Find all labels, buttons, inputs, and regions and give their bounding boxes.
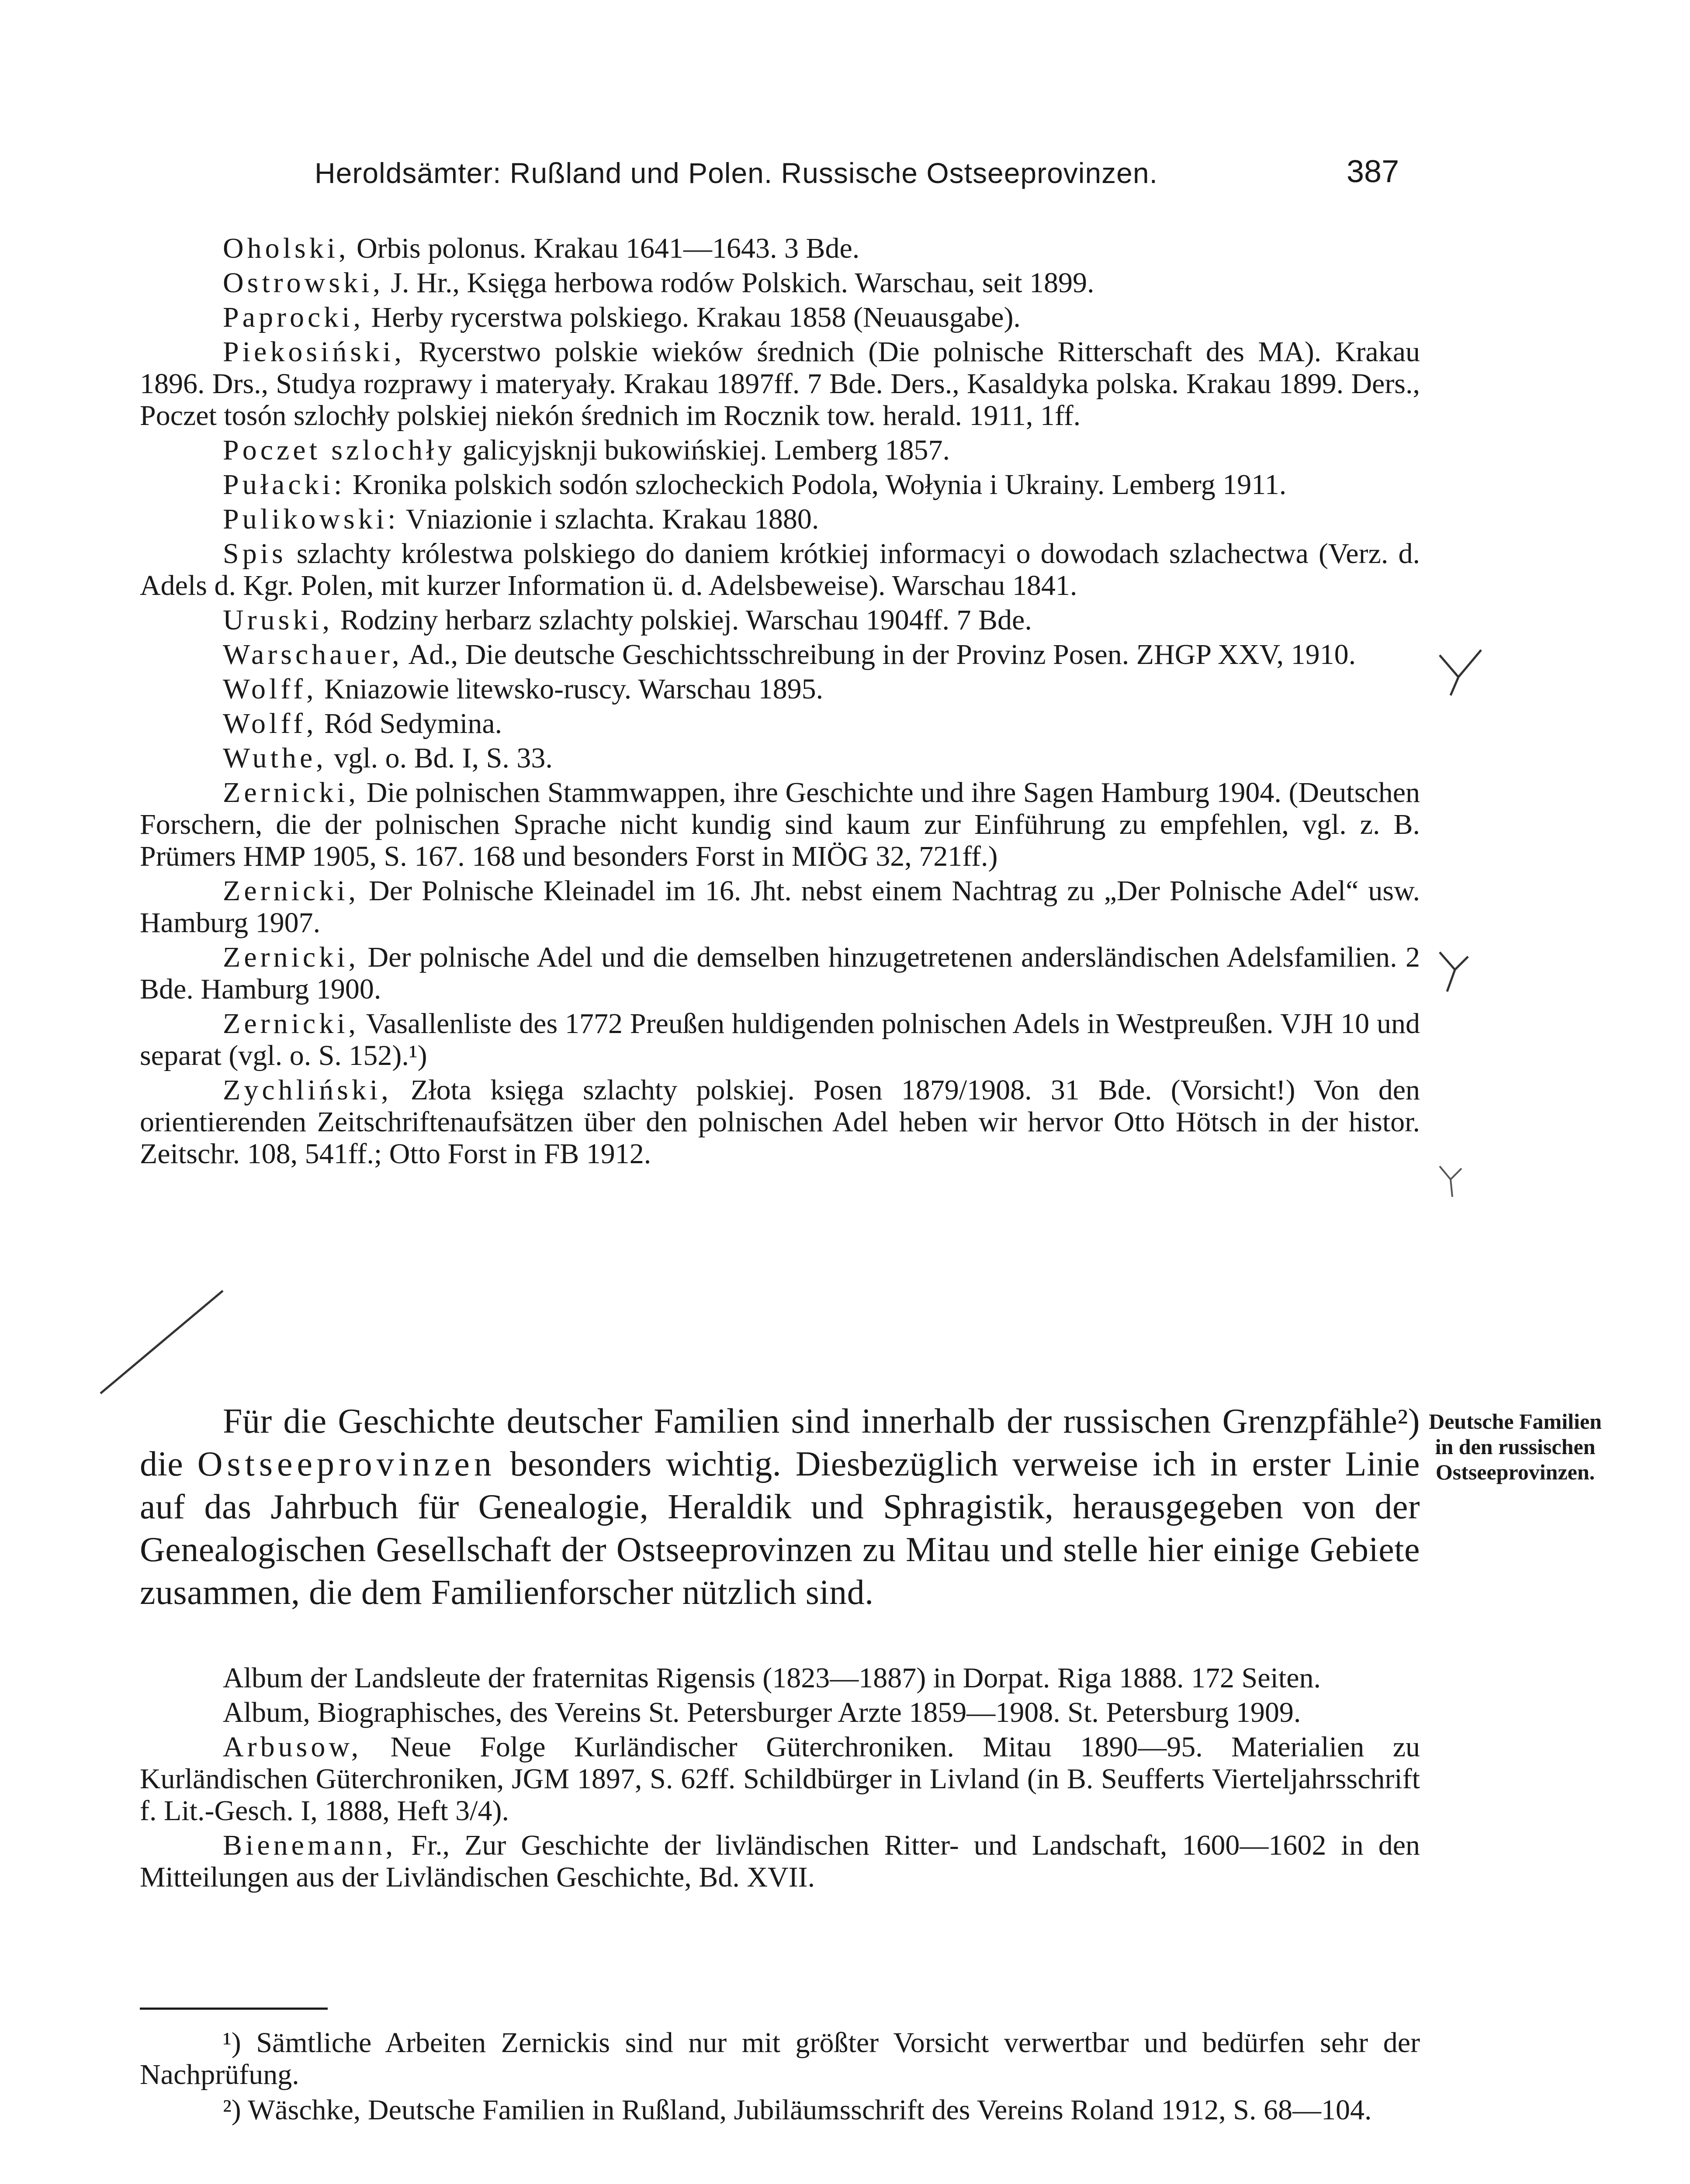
bibliography-list [140,232,1420,1172]
bib-entry [140,1008,1420,1071]
bib-author: Zernicki, [223,941,360,973]
bibliography-list-baltic [140,1662,1420,1896]
bib-entry [140,777,1420,872]
bib-text: Fr., Zur Geschichte der livländischen Ritter- und Landschaft, 1600—1602 in den Mitteilungen aus der Livländischen Geschichte, Bd. XVII. [140,1829,1420,1893]
bib-author: Zernicki, [223,875,360,907]
bib-author: Arbusow, [223,1731,362,1763]
bib-entry [140,538,1420,601]
bib-author: Pułacki: [223,469,346,501]
bib-author: Bienemann, [223,1829,397,1861]
footnote: ¹) Sämtliche Arbeiten Zernickis sind nur mit größter Vorsicht verwertbar und bedürfen sehr der Nachprüfung. [140,2027,1420,2091]
bib-author: Poczet szlochły [223,434,456,466]
bib-text: Der Polnische Kleinadel im 16. Jht. nebst einem Nachtrag zu „Der Polnische Adel“ usw. Hamburg 1907. [140,875,1420,939]
bib-text: Neue Folge Kurländischer Güterchroniken. Mitau 1890—95. Materialien zu Kurländischen Güterchroniken, JGM 1897, S. 62ff. Schildbürger in Livland (in B. Seufferts Vierteljahrsschrift f. Lit.-Gesch. I, 1888, Heft 3/4). [140,1731,1420,1827]
bib-text: Ród Sedymina. [317,708,502,740]
bib-entry [140,604,1420,636]
bib-text: Orbis polonus. Krakau 1641—1643. 3 Bde. [349,232,860,264]
bib-author: Zychliński, [223,1074,392,1106]
bib-entry [140,336,1420,432]
footnotes [140,2027,1420,2129]
bib-author: Ostrowski, [223,267,384,299]
pencil-check-mark-2 [1437,948,1472,996]
bib-text: Album der Landsleute der fraternitas Rigensis (1823—1887) in Dorpat. Riga 1888. 172 Seiten. [223,1662,1321,1694]
footnote-rule [140,2008,328,2010]
running-header: Heroldsämter: Rußland und Polen. Russische Ostseeprovinzen. [315,157,1158,189]
bib-text: Kronika polskich sodón szlocheckich Podola, Wołynia i Ukrainy. Lemberg 1911. [345,469,1287,501]
paragraph-emphasis: Ostseeprovinzen [197,1445,496,1483]
bib-author: Wolff, [223,673,317,705]
bib-author: Oholski, [223,232,350,264]
bib-author: Zernicki, [223,777,360,809]
page-number: 387 [1347,154,1399,189]
bib-author: Pulikowski: [223,503,399,535]
bib-entry [140,1662,1420,1694]
bib-author: Paprocki, [223,301,364,333]
bib-text: Rycerstwo polskie wieków średnich (Die polnische Ritterschaft des MA). Krakau 1896. Drs., Studya rozprawy i materyały. Krakau 1897ff. 7 Bde. Ders., Kasaldyka polska. Krakau 1899. Ders., Poczet tosón szlochły polskiej niekón średnich im Rocznik tow. herald. 1911, 1ff. [140,336,1420,432]
bib-entry [140,503,1420,535]
bib-text: Rodziny herbarz szlachty polskiej. Warschau 1904ff. 7 Bde. [333,604,1032,636]
bib-text: J. Hr., Księga herbowa rodów Polskich. Warschau, seit 1899. [383,267,1094,299]
bib-entry [140,875,1420,939]
bib-entry [140,742,1420,774]
bib-author: Uruski, [223,604,333,636]
pencil-slash-mark [92,1289,232,1398]
bib-entry [140,941,1420,1005]
bib-text: Złota księga szlachty polskiej. Posen 1879/1908. 31 Bde. (Vorsicht!) Von den orientierenden Zeitschriftenaufsätzen über den polnischen Adel heben wir hervor Otto Hötsch in der histor. Zeitschr. 108, 541ff.; Otto Forst in FB 1912. [140,1074,1420,1170]
bib-entry [140,1074,1420,1170]
bib-author: Wolff, [223,708,317,740]
bib-text: Der polnische Adel und die demselben hinzugetretenen andersländischen Adelsfamilien. 2 Bde. Hamburg 1900. [140,941,1420,1005]
bib-entry [140,708,1420,740]
bib-text: Herby rycerstwa polskiego. Krakau 1858 (Neuausgabe). [364,301,1021,333]
pencil-check-mark-3 [1437,1162,1468,1201]
pencil-check-mark-1 [1437,646,1486,699]
paragraph-text-2: besonders wichtig. Diesbezüglich verweise ich in erster Linie auf das Jahrbuch für Genealogie, Heraldik und Sphragistik, herausgegeben von der Genealogischen Gesellschaft der Ostseeprovinzen zu Mitau und stelle hier einige Gebiete zusammen, die dem Familienforscher nützlich sind. [140,1445,1420,1612]
bib-text: szlachty królestwa polskiego do daniem krótkiej informacyi o dowodach szlachectwa (Verz. d. Adels d. Kgr. Polen, mit kurzer Information ü. d. Adelsbeweise). Warschau 1841. [140,538,1420,601]
bib-text: Die polnischen Stammwappen, ihre Geschichte und ihre Sagen Hamburg 1904. (Deutschen Forschern, die der polnischen Sprache nicht kundig sind kaum zur Einführung zu empfehlen, vgl. z. B. Prümers HMP 1905, S. 167. 168 und besonders Forst in MIÖG 32, 721ff.) [140,777,1420,872]
bib-author: Zernicki, [223,1008,360,1040]
bib-author: Warschauer, [223,639,403,670]
bib-text: vgl. o. Bd. I, S. 33. [326,742,553,774]
bib-text: Kniazowie litewsko-ruscy. Warschau 1895. [317,673,824,705]
bib-text: Album, Biographisches, des Vereins St. Petersburger Arzte 1859—1908. St. Petersburg 1909. [223,1697,1301,1728]
bib-entry [140,301,1420,333]
bib-entry [140,1697,1420,1728]
bib-text: Vniazionie i szlachta. Krakau 1880. [399,503,819,535]
bib-entry [140,1731,1420,1827]
bib-text: Ad., Die deutsche Geschichtsschreibung in der Provinz Posen. ZHGP XXV, 1910. [402,639,1356,670]
bib-author: Spis [223,538,287,570]
footnote: ²) Wäschke, Deutsche Familien in Rußland, Jubiläumsschrift des Vereins Roland 1912, S. 68—104. [223,2094,1372,2126]
bib-entry [140,673,1420,705]
bib-entry [140,434,1420,466]
bib-entry [140,1829,1420,1893]
bib-text: galicyjsknji bukowińskiej. Lemberg 1857. [455,434,950,466]
bib-author: Piekosiński, [223,336,405,368]
paragraph-text-1: Für die Geschichte deutscher Familien sind innerhalb der russischen Grenzpfähle²) die [140,1402,1420,1483]
margin-note: Deutsche Familien in den russischen Ostseeprovinzen. [1429,1409,1602,1484]
bib-entry [140,639,1420,670]
bib-text: Vasallenliste des 1772 Preußen huldigenden polnischen Adels in Westpreußen. VJH 10 und separat (vgl. o. S. 152).¹) [140,1008,1420,1071]
bib-entry [140,267,1420,299]
main-paragraph [140,1400,1420,1614]
bib-author: Wuthe, [223,742,327,774]
bib-entry [140,232,1420,264]
bib-entry [140,469,1420,501]
